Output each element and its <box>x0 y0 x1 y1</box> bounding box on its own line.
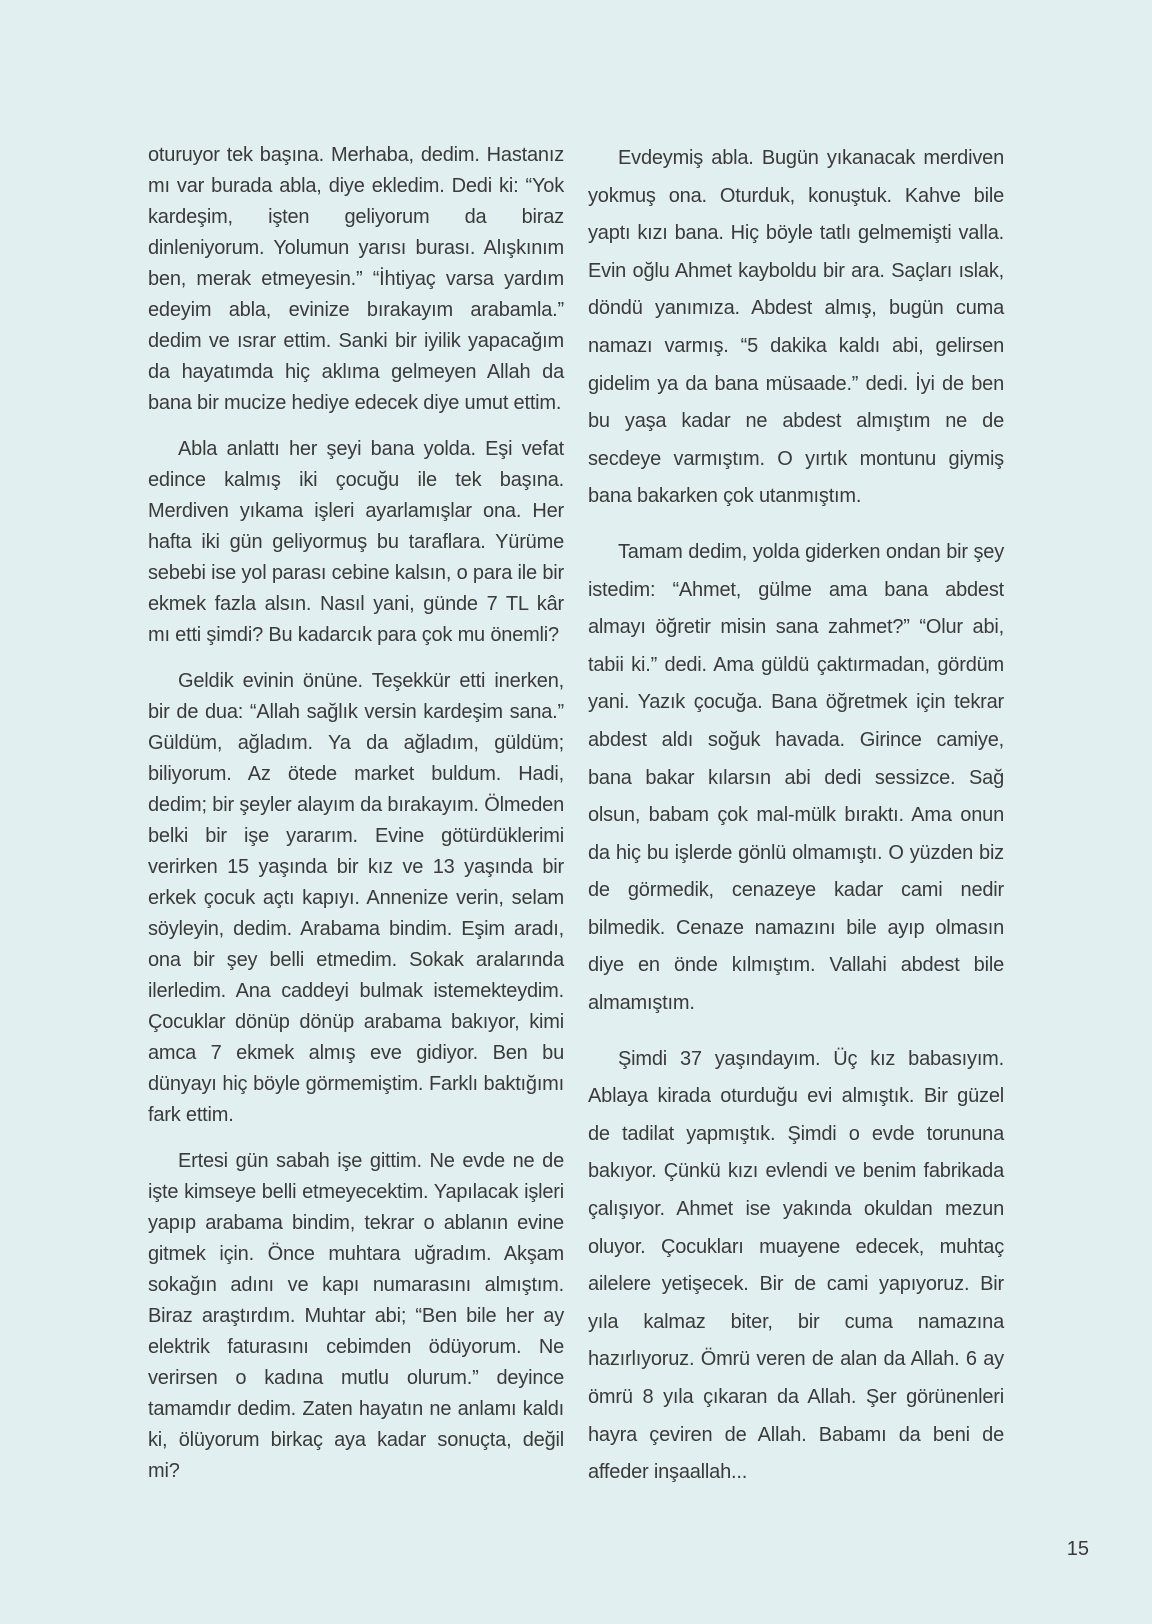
paragraph: oturuyor tek başına. Merhaba, dedim. Hastanız mı var burada abla, diye ekledim. Dedi ki: “Yok kardeşim, işten geliyorum da biraz dinleniyorum. Yolumun yarısı burası. Alışkınım ben, merak etmeyesin.” “İhtiyaç varsa yardım edeyim abla, evinize bırakayım arabamla.” dedim ve ısrar ettim. Sanki bir iyilik yapacağım da hayatımda hiç aklıma gelmeyen Allah da bana bir mucize hediye edecek diye umut ettim. <box>148 144 564 414</box>
paragraph: Evdeymiş abla. Bugün yıkanacak merdiven yokmuş ona. Oturduk, konuştuk. Kahve bile yaptı kızı bana. Hiç böyle tatlı gelmemişti valla. Evin oğlu Ahmet kayboldu bir ara. Saçları ıslak, döndü yanımıza. Abdest almış, bugün cuma namazı varmış. “5 dakika kaldı abi, gelirsen gidelim ya da bana müsaade.” dedi. İyi de ben bu yaşa kadar ne abdest almıştım ne de secdeye varmıştım. O yırtık montunu giymiş bana bakarken çok utanmıştım. <box>588 147 1004 508</box>
paragraph: Tamam dedim, yolda giderken ondan bir şey istedim: “Ahmet, gülme ama bana abdest almayı öğretir misin sana zahmet?” “Olur abi, tabii ki.” dedi. Ama güldü çaktırmadan, gördüm yani. Yazık çocuğa. Bana öğretmek için tekrar abdest aldı soğuk havada. Girince camiye, bana bakar kılarsın abi dedi sessizce. Sağ olsun, babam çok mal-mülk bıraktı. Ama onun da hiç bu işlerde gönlü olmamıştı. O yüzden biz de görmedik, cenazeye kadar cami nedir bilmedik. Cenaze namazını bile ayıp olmasın diye en önde kılmıştım. Vallahi abdest bile almamıştım. <box>588 540 1004 1015</box>
right-column <box>588 140 1004 1492</box>
left-column <box>148 140 564 1487</box>
paragraph: Geldik evinin önüne. Teşekkür etti inerken, bir de dua: “Allah sağlık versin kardeşim sana.” Güldüm, ağladım. Ya da ağladım, güldüm; biliyorum. Az ötede market buldum. Hadi, dedim; bir şeyler alayım da bırakayım. Ölmeden belki bir işe yararım. Evine götürdüklerimi verirken 15 yaşında bir kız ve 13 yaşında bir erkek çocuk açtı kapıyı. Annenize verin, selam söyleyin, dedim. Arabama bindim. Eşim aradı, ona bir şey belli etmedim. Sokak aralarında ilerledim. Ana caddeyi bulmak istemekteydim. Çocuklar dönüp dönüp arabama bakıyor, kimi amca 7 ekmek almış eve gidiyor. Ben bu dünyayı hiç böyle görmemiştim. Farklı baktığımı fark ettim. <box>148 670 564 1126</box>
paragraph: Abla anlattı her şeyi bana yolda. Eşi vefat edince kalmış iki çocuğu ile tek başına. Merdiven yıkama işleri ayarlamışlar ona. Her hafta iki gün geliyormuş bu taraflara. Yürüme sebebi ise yol parası cebine kalsın, o para ile bir ekmek fazla alsın. Nasıl yani, günde 7 TL kâr mı etti şimdi? Bu kadarcık para çok mu önemli? <box>148 438 564 646</box>
paragraph: Ertesi gün sabah işe gittim. Ne evde ne de işte kimseye belli etmeyecektim. Yapılacak işleri yapıp arabama bindim, tekrar o ablanın evine gitmek için. Önce muhtara uğradım. Akşam sokağın adını ve kapı numarasını almıştım. Biraz araştırdım. Muhtar abi; “Ben bile her ay elektrik faturasını cebimden ödüyorum. Ne verirsen o kadına mutlu olurum.” deyince tamamdır dedim. Zaten hayatın ne anlamı kaldı ki, ölüyorum birkaç aya kadar sonuçta, değil mi? <box>148 1150 564 1482</box>
page-number: 15 <box>1066 1538 1089 1560</box>
paragraph: Şimdi 37 yaşındayım. Üç kız babasıyım. Ablaya kirada oturduğu evi almıştık. Bir güzel de tadilat yapmıştık. Şimdi o evde torununa bakıyor. Çünkü kızı evlendi ve benim fabrikada çalışıyor. Ahmet ise yakında okuldan mezun oluyor. Çocukları muayene edecek, muhtaç ailelere yetişecek. Bir de cami yapıyoruz. Bir yıla kalmaz biter, bir cuma namazına hazırlıyoruz. Ömrü veren de alan da Allah. 6 ay ömrü 8 yıla çıkaran da Allah. Şer görünenleri hayra çeviren de Allah. Babamı da beni de affeder inşaallah... <box>588 1047 1004 1484</box>
